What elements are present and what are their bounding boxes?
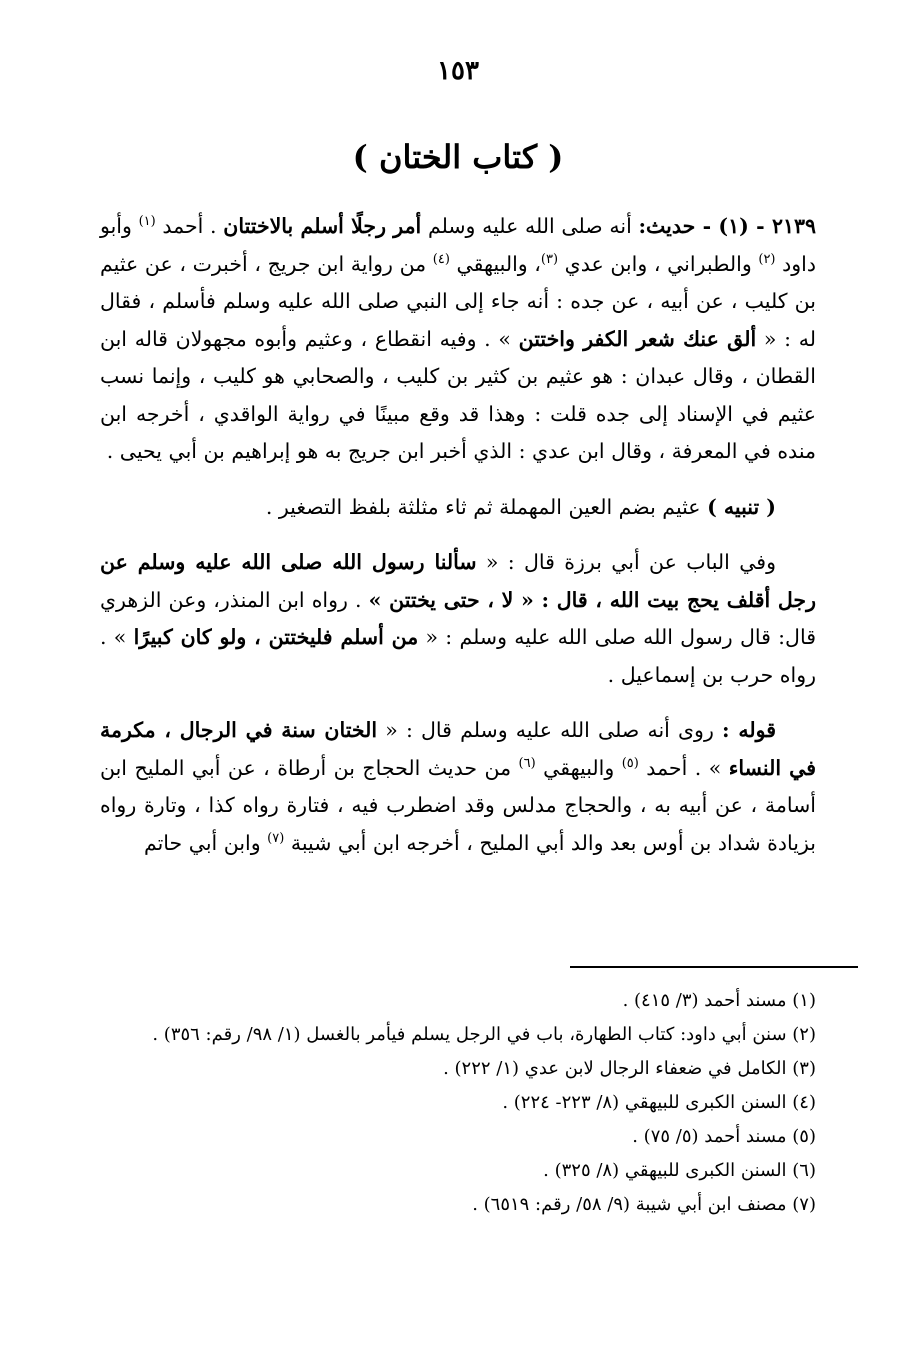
footnote-item: (٧) مصنف ابن أبي شيبة (٩/ ٥٨/ رقم: ٦٥١٩) .	[472, 1194, 816, 1215]
footnote-ref[interactable]: (٦)	[518, 755, 536, 771]
footnotes	[100, 984, 816, 1222]
hadith-paragraph	[100, 208, 816, 471]
tanbih-label: ( تنبيه )	[707, 494, 776, 519]
page-number: ١٥٣	[437, 56, 479, 86]
bab-text: وفي الباب عن أبي برزة قال : «	[476, 550, 776, 574]
hadith-number: ٢١٣٩ - (١) - حديث:	[638, 214, 816, 238]
qawluhu-label: قوله :	[722, 718, 776, 742]
footnote-item: (٢) سنن أبي داود: كتاب الطهارة، باب في الرجل يسلم فيأمر بالغسل (١/ ٩٨/ رقم: ٣٥٦) .	[152, 1024, 816, 1045]
bab-text: » . رواه حرب بن إسماعيل .	[100, 625, 816, 687]
hadith-text: وأبو داود	[100, 214, 816, 276]
footnote-ref[interactable]: (٧)	[267, 830, 285, 846]
hadith-text: أنه صلى الله عليه وسلم	[421, 214, 639, 238]
hadith-text: من رواية ابن جريج ، أخبرت ، عن عثيم بن كليب ، عن أبيه ، عن جده : أنه جاء إلى النبي صلى الله عليه وسلم فأسلم ، فقال له : «	[100, 251, 816, 351]
qawluhu-text: وابن أبي حاتم	[143, 830, 268, 855]
qawluhu-text: روى أنه صلى الله عليه وسلم قال : «	[377, 718, 723, 742]
qawluhu-quote: الختان سنة في الرجال ، مكرمة في النساء	[100, 718, 817, 780]
qawluhu-text: والبيهقي	[535, 755, 622, 780]
qawluhu-text: » . أحمد	[638, 755, 729, 780]
body-text	[100, 208, 816, 862]
chapter-title: ( كتاب الختان )	[352, 138, 564, 176]
footnote-ref[interactable]: (٢)	[758, 251, 776, 267]
hadith-matn: أمر رجلًا أسلم بالاختتان	[223, 214, 422, 238]
footnote-item: (٤) السنن الكبرى للبيهقي (٨/ ٢٢٣- ٢٢٤) .	[502, 1092, 816, 1113]
footnote-item: (٣) الكامل في ضعفاء الرجال لابن عدي (١/ ٢٢٢) .	[443, 1058, 816, 1079]
hadith-text: » . وفيه انقطاع ، وعثيم وأبوه مجهولان قاله ابن القطان ، وقال عبدان : هو عثيم بن كثير بن كليب ، والصحابي هو كليب ، وإنما نسب عثيم في الإسناد إلى جده قلت : وهذا قد وقع مبينًا في رواية الواقدي ، أخرجه ابن منده في المعرفة ، وقال ابن عدي : الذي أخبر ابن جريج به هو إبراهيم بن أبي يحيى .	[100, 326, 816, 463]
footnote-ref[interactable]: (٤)	[432, 251, 450, 267]
tanbih-text: عثيم بضم العين المهملة ثم ثاء مثلثة بلفظ التصغير .	[265, 494, 708, 519]
bab-paragraph	[100, 544, 816, 694]
qawluhu-paragraph	[100, 712, 816, 862]
bab-quote: من أسلم فليختتن ، ولو كان كبيرًا	[133, 625, 419, 649]
footnote-ref[interactable]: (١)	[138, 214, 156, 230]
hadith-text: ، والبيهقي	[449, 251, 541, 276]
bab-text: . رواه ابن المنذر، وعن الزهري قال: قال رسول الله صلى الله عليه وسلم : «	[100, 587, 817, 649]
hadith-text: والطبراني ، وابن عدي	[558, 251, 759, 276]
footnote-item: (١) مسند أحمد (٣/ ٤١٥) .	[622, 990, 816, 1011]
hadith-quote: ألق عنك شعر الكفر واختتن	[518, 326, 757, 351]
qawluhu-text: من حديث الحجاج بن أرطاة ، عن أبي المليح ابن أسامة ، عن أبيه به ، والحجاج مدلس وقد اضطرب فيه ، فتارة رواه كذا ، وتارة رواه بزيادة شداد بن أوس بعد والد أبي المليح ، أخرجه ابن أبي شيبة	[100, 755, 816, 855]
footnote-item: (٦) السنن الكبرى للبيهقي (٨/ ٣٢٥) .	[543, 1160, 816, 1181]
hadith-text: . أحمد	[155, 214, 224, 238]
footnote-divider	[570, 966, 858, 968]
footnote-item: (٥) مسند أحمد (٥/ ٧٥) .	[632, 1126, 816, 1147]
tanbih-paragraph	[100, 489, 816, 527]
bab-quote: سألنا رسول الله صلى الله عليه وسلم عن رجل أقلف يحج بيت الله ، قال : « لا ، حتى يختتن »	[100, 550, 816, 612]
footnote-ref[interactable]: (٥)	[621, 755, 639, 771]
footnote-ref[interactable]: (٣)	[540, 251, 559, 267]
